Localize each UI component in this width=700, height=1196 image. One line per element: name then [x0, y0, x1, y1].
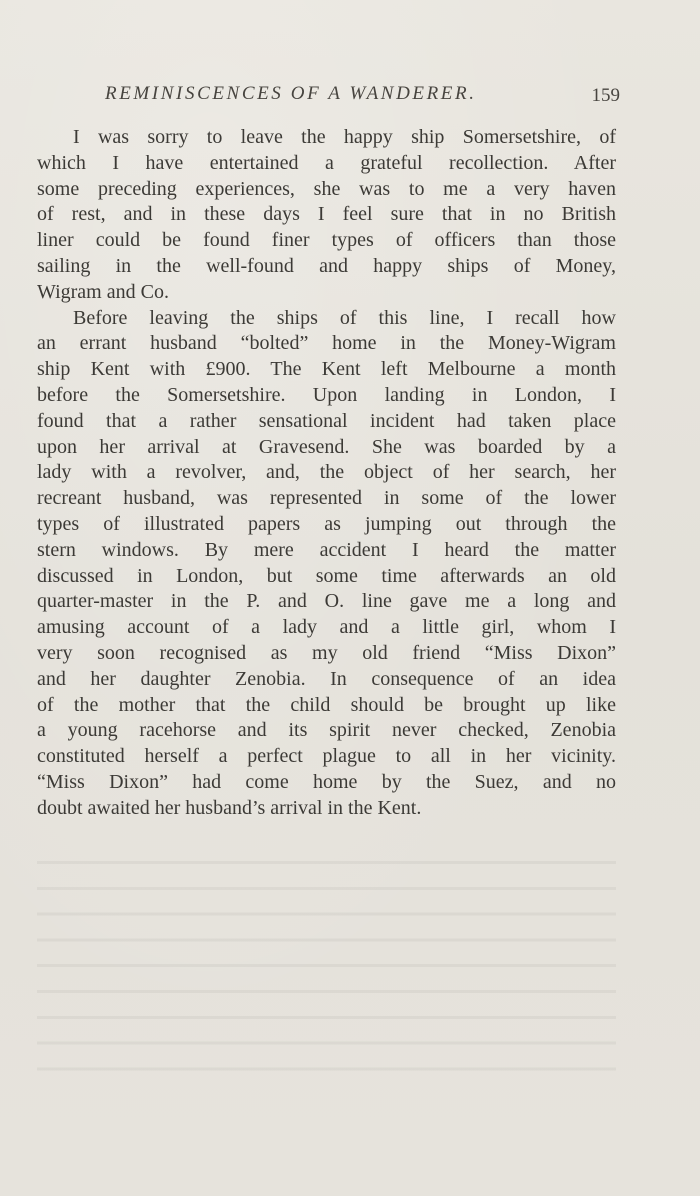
text-line: of the mother that the child should be brought up like	[37, 693, 616, 716]
text-line: lady with a revolver, and, the object of her search, her	[37, 461, 616, 484]
text-line: amusing account of a lady and a little girl, whom I	[37, 616, 616, 639]
text-line: recreant husband, was represented in some of the lower	[37, 487, 616, 510]
text-line: very soon recognised as my old friend “Miss Dixon”	[37, 641, 616, 664]
text-line: an errant husband “bolted” home in the Money-Wigram	[37, 332, 616, 355]
text-line: before the Somersetshire. Upon landing in London, I	[37, 383, 616, 406]
text-line: discussed in London, but some time afterwards an old	[37, 564, 616, 587]
text-line: Wigram and Co.	[37, 280, 169, 303]
paragraph-2	[37, 306, 616, 822]
text-line: which I have entertained a grateful recollection. After	[37, 151, 616, 174]
text-line: stern windows. By mere accident I heard the matter	[37, 538, 616, 561]
page-body	[37, 125, 616, 822]
text-line: doubt awaited her husband’s arrival in the Kent.	[37, 796, 422, 819]
page-header	[105, 80, 620, 110]
text-line: I was sorry to leave the happy ship Somersetshire, of	[73, 126, 616, 148]
text-line: of rest, and in these days I feel sure that in no British	[37, 203, 616, 226]
text-line: constituted herself a perfect plague to all in her vicinity.	[37, 745, 616, 768]
text-line: ship Kent with £900. The Kent left Melbourne a month	[37, 358, 616, 381]
paragraph-1	[37, 125, 616, 306]
page-number: 159	[591, 85, 620, 106]
text-line: found that a rather sensational incident had taken place	[37, 409, 616, 432]
text-line: quarter-master in the P. and O. line gave me a long and	[37, 590, 616, 613]
text-line: liner could be found finer types of officers than those	[37, 229, 616, 252]
text-line: upon her arrival at Gravesend. She was boarded by a	[37, 435, 616, 458]
text-line: some preceding experiences, she was to me a very haven	[37, 177, 616, 200]
text-line: types of illustrated papers as jumping out through the	[37, 512, 616, 535]
running-title: REMINISCENCES OF A WANDERER.	[105, 83, 477, 104]
text-line: and her daughter Zenobia. In consequence of an idea	[37, 667, 616, 690]
text-line: a young racehorse and its spirit never checked, Zenobia	[37, 719, 616, 742]
show-through-texture	[37, 845, 616, 1075]
text-line: sailing in the well-found and happy ships of Money,	[37, 254, 616, 277]
text-line: “Miss Dixon” had come home by the Suez, and no	[37, 770, 616, 793]
text-line: Before leaving the ships of this line, I recall how	[73, 306, 616, 329]
